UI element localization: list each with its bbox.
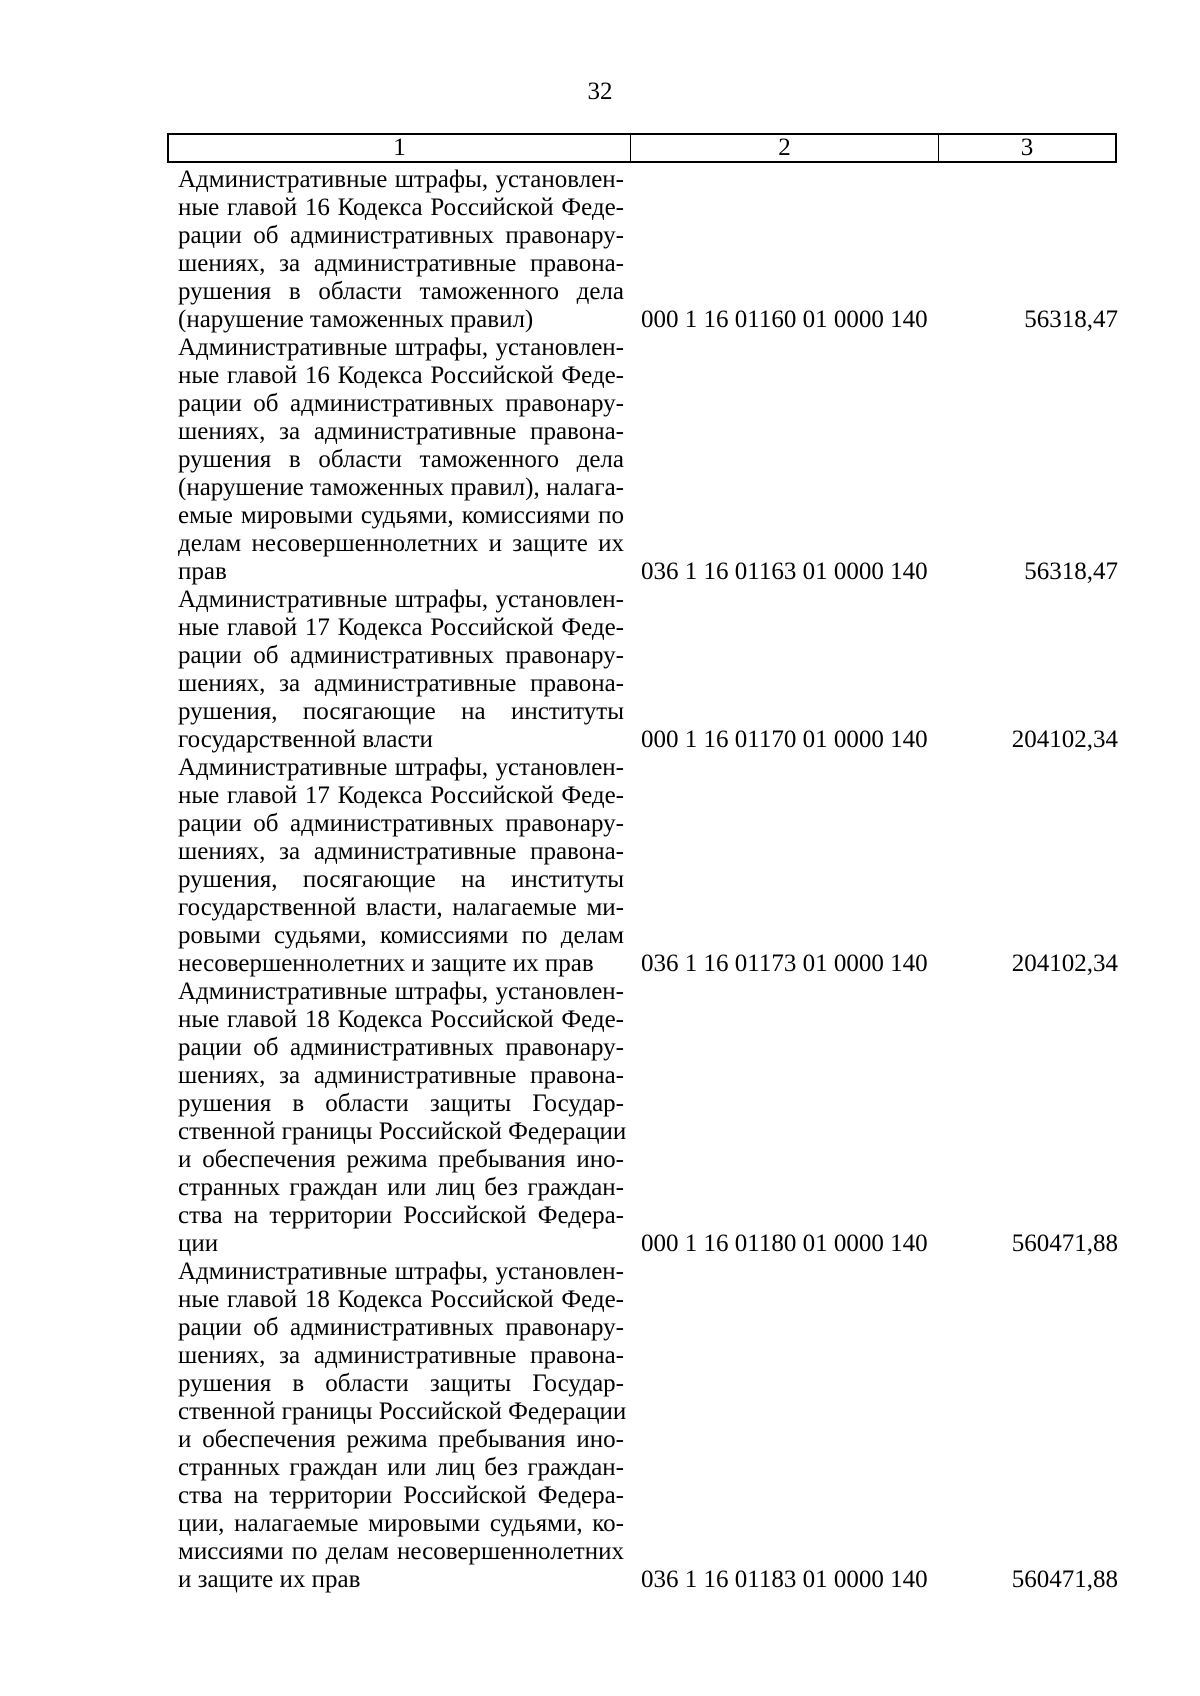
description-line: рации об административных правонару- [178, 1034, 624, 1061]
row-amount: 560471,88 [1011, 1566, 1118, 1593]
description-line: ные главой 16 Кодекса Российской Феде- [178, 194, 624, 221]
description-line: прав [178, 558, 227, 585]
description-line: шениях, за административные правона- [178, 250, 624, 277]
description-line: Административные штрафы, установлен- [178, 754, 624, 781]
row-amount: 204102,34 [1011, 950, 1118, 977]
description-line: делам несовершеннолетних и защите их [178, 530, 624, 557]
description-line: Административные штрафы, установлен- [178, 334, 624, 361]
page-number: 32 [587, 78, 613, 105]
row-description [178, 166, 624, 334]
description-line: шениях, за административные правона- [178, 670, 624, 697]
row-amount: 56318,47 [1024, 306, 1118, 333]
row-code: 000 1 16 01180 01 0000 140 [641, 1230, 928, 1257]
description-line: ственной границы Российской Федерации [178, 1118, 627, 1145]
description-line: странных граждан или лиц без граждан- [178, 1454, 624, 1481]
header-cell-1: 1 [169, 135, 631, 161]
description-line: ные главой 17 Кодекса Российской Феде- [178, 782, 624, 809]
description-line: ственной границы Российской Федерации [178, 1398, 627, 1425]
row-amount: 560471,88 [1011, 1230, 1118, 1257]
table-row [178, 978, 1118, 1258]
table-row [178, 586, 1118, 754]
description-line: рушения в области таможенного дела [178, 446, 624, 473]
description-line: (нарушение таможенных правил), налага- [178, 474, 624, 501]
description-line: и обеспечения режима пребывания ино- [178, 1146, 624, 1173]
description-line: рации об административных правонару- [178, 390, 624, 417]
description-line: государственной власти [178, 726, 433, 753]
description-line: емые мировыми судьями, комиссиями по [178, 502, 624, 529]
header-cell-2: 2 [631, 135, 939, 161]
description-line: ции [178, 1230, 219, 1257]
description-line: рации об административных правонару- [178, 222, 624, 249]
description-line: и обеспечения режима пребывания ино- [178, 1426, 624, 1453]
description-line: рации об административных правонару- [178, 1314, 624, 1341]
description-line: ные главой 18 Кодекса Российской Феде- [178, 1006, 624, 1033]
description-line: ные главой 16 Кодекса Российской Феде- [178, 362, 624, 389]
description-line: шениях, за административные правона- [178, 1062, 624, 1089]
description-line: рушения в области таможенного дела [178, 278, 624, 305]
description-line: Административные штрафы, установлен- [178, 586, 624, 613]
row-amount: 56318,47 [1024, 558, 1118, 585]
row-description [178, 1258, 627, 1594]
header-cell-3: 3 [1020, 134, 1034, 161]
description-line: ции, налагаемые мировыми судьями, ко- [178, 1510, 624, 1537]
description-line: Административные штрафы, установлен- [178, 1258, 624, 1285]
table-row [178, 334, 1118, 586]
description-line: рушения в области защиты Государ- [178, 1370, 624, 1397]
description-line: несовершеннолетних и защите их прав [178, 950, 594, 977]
description-line: рушения в области защиты Государ- [178, 1090, 624, 1117]
description-line: ровыми судьями, комиссиями по делам [178, 922, 624, 949]
description-line: миссиями по делам несовершеннолетних [178, 1538, 624, 1565]
description-line: шениях, за административные правона- [178, 418, 624, 445]
row-code: 000 1 16 01170 01 0000 140 [641, 726, 928, 753]
table-header [167, 133, 1117, 163]
table-row [178, 754, 1118, 978]
row-code: 036 1 16 01173 01 0000 140 [641, 950, 928, 977]
description-line: (нарушение таможенных правил) [178, 306, 534, 333]
row-description [178, 334, 624, 586]
description-line: рации об административных правонару- [178, 642, 624, 669]
description-line: шениях, за административные правона- [178, 838, 624, 865]
row-code: 036 1 16 01163 01 0000 140 [641, 558, 928, 585]
row-description [178, 754, 624, 978]
row-amount: 204102,34 [1011, 726, 1118, 753]
row-code: 036 1 16 01183 01 0000 140 [641, 1566, 928, 1593]
description-line: странных граждан или лиц без граждан- [178, 1174, 624, 1201]
description-line: и защите их прав [178, 1566, 361, 1593]
description-line: шениях, за административные правона- [178, 1342, 624, 1369]
table-row [178, 166, 1118, 334]
row-description [178, 978, 627, 1258]
description-line: рушения, посягающие на институты [178, 698, 624, 725]
description-line: ные главой 17 Кодекса Российской Феде- [178, 614, 624, 641]
row-description [178, 586, 624, 754]
table-row [178, 1258, 1118, 1594]
description-line: государственной власти, налагаемые ми- [178, 894, 624, 921]
description-line: ства на территории Российской Федера- [178, 1482, 624, 1509]
description-line: ные главой 18 Кодекса Российской Феде- [178, 1286, 624, 1313]
table-body [178, 166, 1118, 1594]
row-code: 000 1 16 01160 01 0000 140 [641, 306, 928, 333]
description-line: Административные штрафы, установлен- [178, 978, 624, 1005]
description-line: рушения, посягающие на институты [178, 866, 624, 893]
description-line: ства на территории Российской Федера- [178, 1202, 624, 1229]
description-line: Административные штрафы, установлен- [178, 166, 624, 193]
description-line: рации об административных правонару- [178, 810, 624, 837]
